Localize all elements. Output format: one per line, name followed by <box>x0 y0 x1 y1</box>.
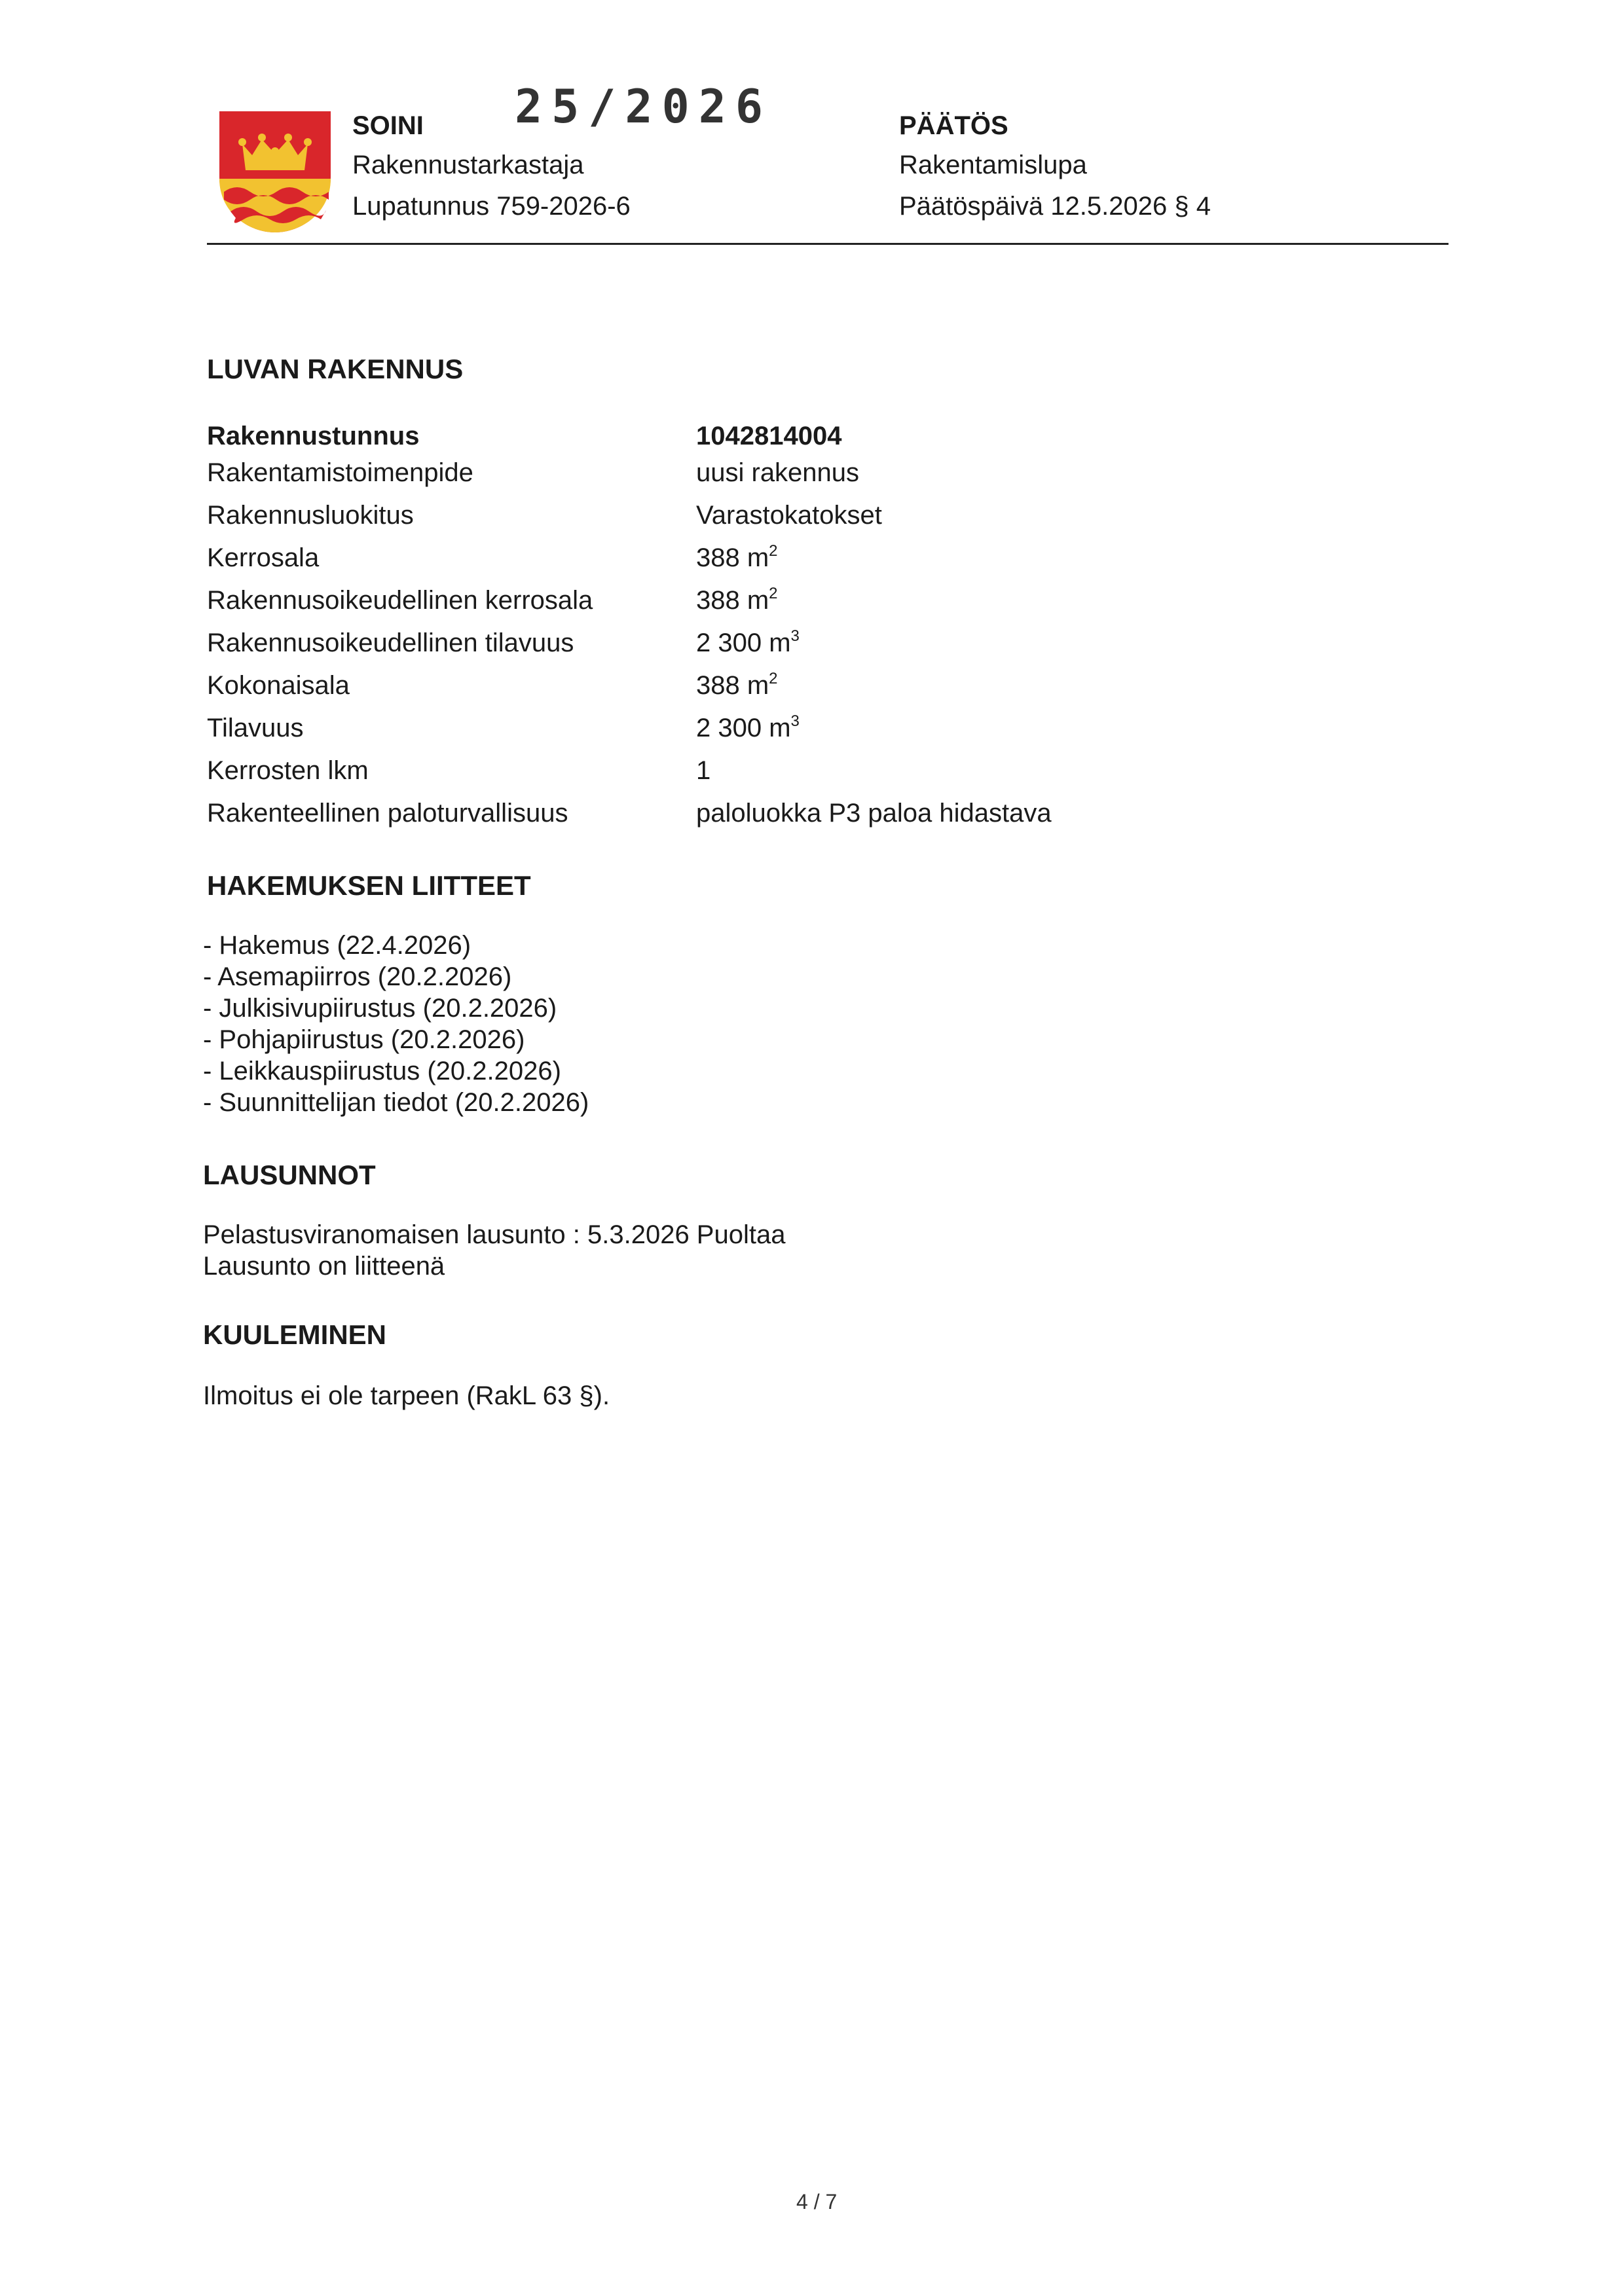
list-item: - Asemapiirros (20.2.2026) <box>203 962 512 991</box>
row-value: uusi rakennus <box>696 458 860 487</box>
row-label: Rakennusoikeudellinen tilavuus <box>207 629 574 657</box>
list-item: - Julkisivupiirustus (20.2.2026) <box>203 994 557 1023</box>
hearing-text: Ilmoitus ei ole tarpeen (RakL 63 §). <box>203 1381 610 1410</box>
page-number: 4 / 7 <box>796 2190 838 2214</box>
statements-text <box>203 1219 785 1282</box>
department-name: Rakennustarkastaja <box>352 151 584 179</box>
row-label: Rakennusluokitus <box>207 501 414 530</box>
document-type: PÄÄTÖS <box>899 111 1008 140</box>
section-title-hearing: KUULEMINEN <box>203 1319 386 1350</box>
row-value: 1 <box>696 756 711 785</box>
document-subtype: Rakentamislupa <box>899 151 1087 179</box>
row-label: Rakentamistoimenpide <box>207 458 473 487</box>
section-title-attachments: HAKEMUKSEN LIITTEET <box>207 870 531 901</box>
section-title-statements: LAUSUNNOT <box>203 1159 376 1190</box>
row-value: 2 300 $m^3$ <box>696 627 800 657</box>
row-label: Rakennustunnus <box>207 422 420 450</box>
municipality-name: SOINI <box>352 111 424 140</box>
statement-line: Lausunto on liitteenä <box>203 1252 445 1281</box>
statement-line: Pelastusviranomaisen lausunto : 5.3.2026 Puoltaa <box>203 1220 786 1249</box>
section-title-building: LUVAN RAKENNUS <box>207 354 464 384</box>
row-label: Tilavuus <box>207 714 304 742</box>
row-label: Rakenteellinen paloturvallisuus <box>207 799 568 828</box>
row-label: Kerrosten lkm <box>207 756 369 785</box>
row-label: Rakennusoikeudellinen kerrosala <box>207 586 593 615</box>
list-item: - Leikkauspiirustus (20.2.2026) <box>203 1057 561 1085</box>
row-value: paloluokka P3 paloa hidastava <box>696 799 1052 828</box>
row-value: Varastokatokset <box>696 501 882 530</box>
list-item: - Hakemus (22.4.2026) <box>203 931 471 960</box>
permit-id: Lupatunnus 759-2026-6 <box>352 192 631 221</box>
list-item: - Pohjapiirustus (20.2.2026) <box>203 1025 525 1054</box>
row-value: 2 300 $m^3$ <box>696 712 800 742</box>
row-label: Kerrosala <box>207 543 320 572</box>
row-value: 388 $m^2$ <box>696 584 778 615</box>
registration-stamp: 25/2026 <box>515 80 773 134</box>
coat-of-arms-logo <box>216 108 334 236</box>
header-divider <box>207 243 1449 245</box>
row-value: 388 $m^2$ <box>696 541 778 572</box>
row-value: 388 $m^2$ <box>696 669 778 700</box>
row-value: 1042814004 <box>696 422 842 450</box>
decision-date: Päätöspäivä 12.5.2026 § 4 <box>899 192 1211 221</box>
row-label: Kokonaisala <box>207 671 350 700</box>
list-item: - Suunnittelijan tiedot (20.2.2026) <box>203 1088 589 1117</box>
attachments-list <box>203 930 589 1118</box>
